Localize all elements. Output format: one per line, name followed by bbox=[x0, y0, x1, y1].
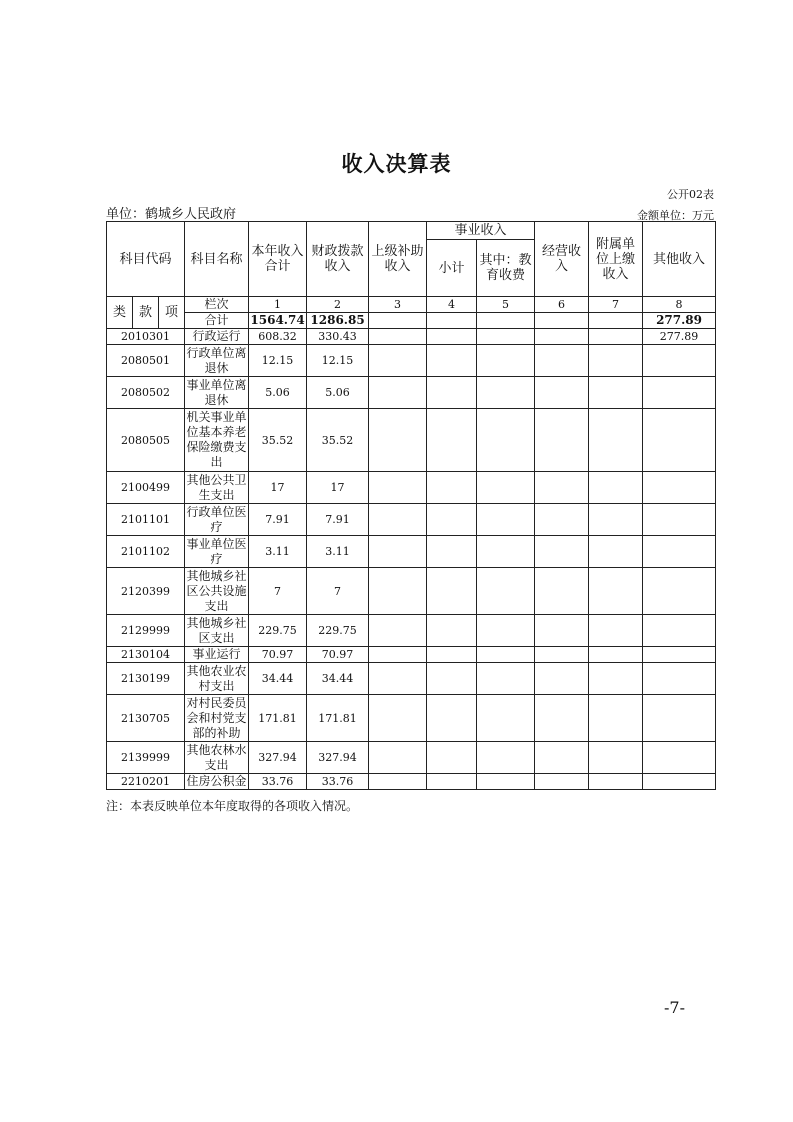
row-subtotal bbox=[427, 329, 477, 345]
row-name: 其他农业农村支出 bbox=[186, 663, 247, 693]
row-operating bbox=[535, 409, 589, 472]
row-total: 608.32 bbox=[249, 329, 307, 345]
row-upper bbox=[369, 615, 427, 647]
row-upper bbox=[369, 663, 427, 695]
row-code: 2210201 bbox=[107, 774, 185, 790]
row-total: 7.91 bbox=[249, 504, 307, 536]
row-operating bbox=[535, 472, 589, 504]
row-code: 2080502 bbox=[107, 377, 185, 409]
header-other: 其他收入 bbox=[643, 222, 716, 297]
header-subtotal: 小计 bbox=[427, 240, 477, 297]
row-upper bbox=[369, 568, 427, 615]
row-fiscal: 229.75 bbox=[307, 615, 369, 647]
summary-label: 合计 bbox=[185, 313, 249, 329]
header-xiang: 项 bbox=[159, 297, 185, 329]
summary-affiliated bbox=[589, 313, 643, 329]
row-code: 2010301 bbox=[107, 329, 185, 345]
row-code: 2130199 bbox=[107, 663, 185, 695]
row-fiscal: 12.15 bbox=[307, 345, 369, 377]
row-subtotal bbox=[427, 409, 477, 472]
row-subtotal bbox=[427, 774, 477, 790]
col-num: 4 bbox=[427, 297, 477, 313]
row-affiliated bbox=[589, 377, 643, 409]
header-upper: 上级补助收入 bbox=[369, 222, 427, 297]
table-note: 注：本表反映单位本年度取得的各项收入情况。 bbox=[106, 799, 359, 813]
row-total: 34.44 bbox=[249, 663, 307, 695]
table-row bbox=[107, 695, 716, 742]
col-num: 8 bbox=[643, 297, 716, 313]
row-education bbox=[477, 663, 535, 695]
row-affiliated bbox=[589, 329, 643, 345]
row-education bbox=[477, 472, 535, 504]
summary-total: 1564.74 bbox=[250, 313, 305, 327]
row-affiliated bbox=[589, 615, 643, 647]
row-name: 行政单位离退休 bbox=[186, 345, 247, 375]
row-subtotal bbox=[427, 615, 477, 647]
row-upper bbox=[369, 742, 427, 774]
row-affiliated bbox=[589, 472, 643, 504]
row-code: 2130104 bbox=[107, 647, 185, 663]
row-other bbox=[643, 409, 716, 472]
row-upper bbox=[369, 345, 427, 377]
summary-education bbox=[477, 313, 535, 329]
column-label: 栏次 bbox=[185, 297, 249, 313]
row-fiscal: 33.76 bbox=[307, 774, 369, 790]
row-affiliated bbox=[589, 647, 643, 663]
header-name: 科目名称 bbox=[185, 222, 249, 297]
row-upper bbox=[369, 472, 427, 504]
row-education bbox=[477, 742, 535, 774]
row-fiscal: 17 bbox=[307, 472, 369, 504]
row-other bbox=[643, 472, 716, 504]
col-num: 7 bbox=[589, 297, 643, 313]
row-education bbox=[477, 329, 535, 345]
row-fiscal: 330.43 bbox=[307, 329, 369, 345]
row-name: 行政运行 bbox=[185, 329, 249, 345]
row-subtotal bbox=[427, 504, 477, 536]
header-business-group: 事业收入 bbox=[427, 222, 535, 240]
row-code: 2080505 bbox=[107, 409, 185, 472]
row-code: 2120399 bbox=[107, 568, 185, 615]
row-subtotal bbox=[427, 377, 477, 409]
header-fiscal: 财政拨款收入 bbox=[307, 222, 369, 297]
row-education bbox=[477, 647, 535, 663]
summary-subtotal bbox=[427, 313, 477, 329]
row-name: 其他公共卫生支出 bbox=[186, 472, 247, 502]
row-affiliated bbox=[589, 345, 643, 377]
row-subtotal bbox=[427, 647, 477, 663]
page-number: -7- bbox=[664, 998, 685, 1017]
row-subtotal bbox=[427, 345, 477, 377]
row-fiscal: 327.94 bbox=[307, 742, 369, 774]
row-name: 住房公积金 bbox=[186, 774, 247, 788]
row-operating bbox=[535, 568, 589, 615]
row-other bbox=[643, 647, 716, 663]
row-operating bbox=[535, 377, 589, 409]
summary-operating bbox=[535, 313, 589, 329]
row-name: 机关事业单位基本养老保险缴费支出 bbox=[185, 409, 249, 472]
row-upper bbox=[369, 695, 427, 742]
row-code: 2130705 bbox=[107, 695, 185, 742]
row-total: 17 bbox=[249, 472, 307, 504]
row-other bbox=[643, 695, 716, 742]
row-operating bbox=[535, 329, 589, 345]
row-education bbox=[477, 615, 535, 647]
row-affiliated bbox=[589, 568, 643, 615]
row-name: 其他城乡社区支出 bbox=[186, 615, 247, 645]
header-total: 本年收入合计 bbox=[249, 222, 307, 297]
row-upper bbox=[369, 377, 427, 409]
row-upper bbox=[369, 536, 427, 568]
table-row bbox=[107, 472, 716, 504]
row-code: 2101102 bbox=[107, 536, 185, 568]
row-operating bbox=[535, 504, 589, 536]
row-operating bbox=[535, 742, 589, 774]
col-num: 1 bbox=[249, 297, 307, 313]
col-num: 5 bbox=[477, 297, 535, 313]
page-title: 收入决算表 bbox=[341, 152, 452, 176]
row-fiscal: 7.91 bbox=[307, 504, 369, 536]
col-num: 3 bbox=[369, 297, 427, 313]
row-total: 229.75 bbox=[249, 615, 307, 647]
table-row bbox=[107, 774, 716, 790]
row-operating bbox=[535, 774, 589, 790]
row-operating bbox=[535, 345, 589, 377]
row-education bbox=[477, 504, 535, 536]
row-fiscal: 70.97 bbox=[307, 647, 369, 663]
row-total: 12.15 bbox=[249, 345, 307, 377]
amount-unit-label: 金额单位：万元 bbox=[637, 209, 714, 222]
row-other: 277.89 bbox=[643, 329, 716, 345]
row-code: 2101101 bbox=[107, 504, 185, 536]
header-education: 其中：教育收费 bbox=[477, 240, 535, 297]
row-fiscal: 34.44 bbox=[307, 663, 369, 695]
col-num: 2 bbox=[307, 297, 369, 313]
row-total: 171.81 bbox=[249, 695, 307, 742]
row-other bbox=[643, 568, 716, 615]
row-education bbox=[477, 536, 535, 568]
row-subtotal bbox=[427, 695, 477, 742]
row-affiliated bbox=[589, 742, 643, 774]
row-name: 事业单位离退休 bbox=[186, 377, 247, 407]
row-subtotal bbox=[427, 663, 477, 695]
row-total: 3.11 bbox=[249, 536, 307, 568]
table-row bbox=[107, 536, 716, 568]
row-upper bbox=[369, 647, 427, 663]
summary-other: 277.89 bbox=[643, 313, 716, 329]
table-row bbox=[107, 663, 716, 695]
row-fiscal: 3.11 bbox=[307, 536, 369, 568]
form-number: 公开02表 bbox=[667, 188, 714, 201]
row-affiliated bbox=[589, 695, 643, 742]
row-code: 2129999 bbox=[107, 615, 185, 647]
table-row bbox=[107, 409, 716, 472]
header-code: 科目代码 bbox=[107, 222, 185, 297]
row-fiscal: 7 bbox=[307, 568, 369, 615]
table-row bbox=[107, 742, 716, 774]
row-other bbox=[643, 663, 716, 695]
row-upper bbox=[369, 409, 427, 472]
row-fiscal: 171.81 bbox=[307, 695, 369, 742]
row-upper bbox=[369, 504, 427, 536]
header-operating: 经营收入 bbox=[535, 222, 589, 297]
row-operating bbox=[535, 647, 589, 663]
row-name: 事业单位医疗 bbox=[186, 536, 247, 566]
row-name: 对村民委员会和村党支部的补助 bbox=[186, 695, 247, 740]
unit-label: 单位：鹤城乡人民政府 bbox=[106, 207, 237, 222]
header-lei: 类 bbox=[107, 297, 133, 329]
table-row bbox=[107, 377, 716, 409]
table-row bbox=[107, 647, 716, 663]
row-affiliated bbox=[589, 663, 643, 695]
row-education bbox=[477, 377, 535, 409]
row-subtotal bbox=[427, 472, 477, 504]
table-row bbox=[107, 329, 716, 345]
row-code: 2100499 bbox=[107, 472, 185, 504]
row-upper bbox=[369, 329, 427, 345]
table-row bbox=[107, 615, 716, 647]
summary-fiscal: 1286.85 bbox=[307, 313, 369, 329]
row-education bbox=[477, 345, 535, 377]
row-total: 327.94 bbox=[249, 742, 307, 774]
row-affiliated bbox=[589, 409, 643, 472]
row-fiscal: 5.06 bbox=[307, 377, 369, 409]
row-affiliated bbox=[589, 774, 643, 790]
row-total: 70.97 bbox=[249, 647, 307, 663]
row-total: 35.52 bbox=[249, 409, 307, 472]
row-affiliated bbox=[589, 536, 643, 568]
table-row bbox=[107, 504, 716, 536]
table-row bbox=[107, 345, 716, 377]
row-name: 其他农林水支出 bbox=[186, 742, 247, 772]
row-other bbox=[643, 742, 716, 774]
row-subtotal bbox=[427, 742, 477, 774]
col-num: 6 bbox=[535, 297, 589, 313]
summary-upper bbox=[369, 313, 427, 329]
row-other bbox=[643, 377, 716, 409]
row-operating bbox=[535, 536, 589, 568]
row-subtotal bbox=[427, 568, 477, 615]
row-total: 5.06 bbox=[249, 377, 307, 409]
row-name: 其他城乡社区公共设施支出 bbox=[186, 568, 247, 613]
row-total: 7 bbox=[249, 568, 307, 615]
income-table bbox=[106, 221, 716, 790]
row-upper bbox=[369, 774, 427, 790]
row-subtotal bbox=[427, 536, 477, 568]
row-operating bbox=[535, 663, 589, 695]
row-other bbox=[643, 615, 716, 647]
header-affiliated: 附属单位上缴收入 bbox=[589, 222, 643, 297]
row-other bbox=[643, 345, 716, 377]
header-kuan: 款 bbox=[133, 297, 159, 329]
row-name: 行政单位医疗 bbox=[186, 504, 247, 534]
row-education bbox=[477, 774, 535, 790]
row-other bbox=[643, 504, 716, 536]
row-code: 2139999 bbox=[107, 742, 185, 774]
row-education bbox=[477, 695, 535, 742]
row-other bbox=[643, 774, 716, 790]
row-operating bbox=[535, 695, 589, 742]
table-row bbox=[107, 568, 716, 615]
row-other bbox=[643, 536, 716, 568]
row-education bbox=[477, 409, 535, 472]
row-total: 33.76 bbox=[249, 774, 307, 790]
row-fiscal: 35.52 bbox=[307, 409, 369, 472]
row-education bbox=[477, 568, 535, 615]
row-code: 2080501 bbox=[107, 345, 185, 377]
row-operating bbox=[535, 615, 589, 647]
row-name: 事业运行 bbox=[185, 647, 249, 663]
row-affiliated bbox=[589, 504, 643, 536]
